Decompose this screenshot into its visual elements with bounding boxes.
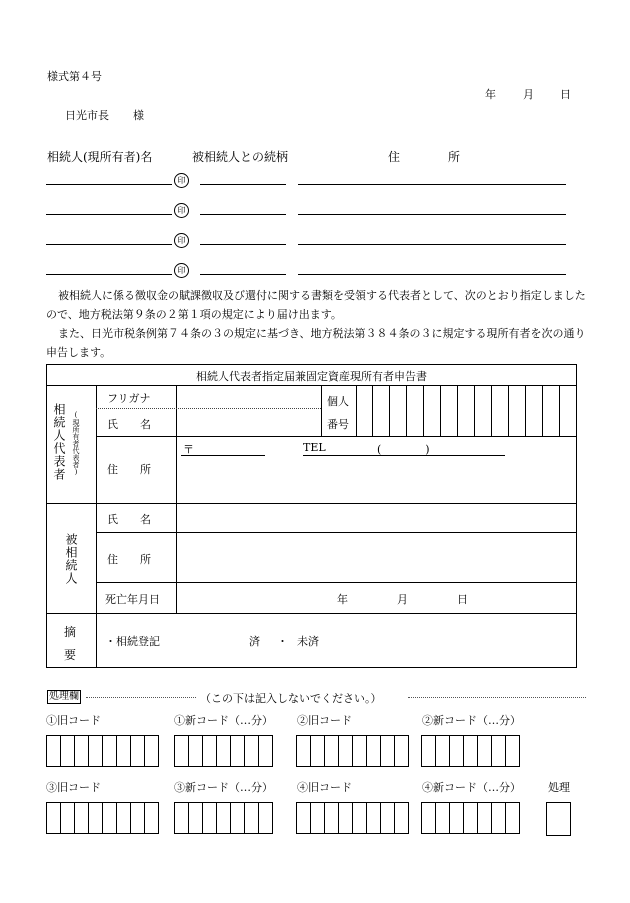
- declaration-table: [46, 364, 577, 668]
- rep-address-input[interactable]: [177, 437, 575, 503]
- representative-label: 相続人代表者: [52, 403, 66, 481]
- code-label: ①新コード（…分）: [174, 714, 273, 727]
- deceased-label: 被相続人: [64, 533, 78, 585]
- kojin-label: 個人: [327, 395, 349, 408]
- code-boxes[interactable]: [175, 735, 273, 767]
- date-year: 年: [485, 88, 496, 101]
- death-date-label: 死亡年月日: [105, 593, 160, 606]
- code-label: ②新コード（…分）: [422, 714, 521, 727]
- form-number: 様式第４号: [47, 70, 102, 83]
- addressee-suffix: 様: [133, 109, 144, 122]
- inheritance-registration: ・相続登記: [105, 635, 160, 648]
- heir-address-line[interactable]: [298, 274, 566, 275]
- code-boxes[interactable]: [47, 735, 159, 767]
- deceased-name-input[interactable]: [177, 504, 575, 532]
- seal-mark: 印: [174, 173, 189, 188]
- addressee-name: 日光市長: [65, 109, 109, 122]
- table-title: 相続人代表者指定届兼固定資産現所有者申告書: [196, 370, 427, 383]
- processing-dots-right: [408, 697, 586, 698]
- representative-sublabel: (現所有者代表者): [72, 411, 80, 476]
- deceased-address-label: 住 所: [107, 553, 151, 566]
- code-label: ④旧コード: [297, 781, 352, 794]
- bango-label: 番号: [327, 418, 349, 431]
- deceased-name-label: 氏 名: [107, 513, 151, 526]
- code-boxes[interactable]: [297, 802, 409, 834]
- processing-label: 処理欄: [49, 691, 79, 702]
- heir-relation-line[interactable]: [200, 214, 286, 215]
- death-year: 年: [337, 593, 348, 606]
- personal-number-input[interactable]: [357, 386, 575, 436]
- date-month: 月: [523, 88, 534, 101]
- code-boxes[interactable]: [47, 802, 159, 834]
- heir-relation-line[interactable]: [200, 274, 286, 275]
- date-day: 日: [560, 88, 571, 101]
- heir-address-line[interactable]: [298, 244, 566, 245]
- processing-box[interactable]: [546, 802, 571, 836]
- tel-label: TEL: [303, 441, 326, 454]
- code-boxes[interactable]: [422, 802, 520, 834]
- registration-not-done[interactable]: 未済: [297, 635, 319, 648]
- postal-mark: 〒: [183, 443, 194, 456]
- seal-mark: 印: [174, 263, 189, 278]
- seal-mark: 印: [174, 233, 189, 248]
- code-boxes[interactable]: [297, 735, 409, 767]
- declaration-text: [46, 286, 586, 362]
- rep-name-label: 氏 名: [107, 418, 151, 431]
- code-label: ④新コード（…分）: [422, 781, 521, 794]
- tel-paren: ( ): [377, 443, 430, 456]
- processing-col-label: 処理: [548, 781, 570, 794]
- rep-name-input[interactable]: [177, 409, 321, 436]
- heir-address-line[interactable]: [298, 184, 566, 185]
- death-month: 月: [397, 593, 408, 606]
- heir-name-line[interactable]: [46, 214, 172, 215]
- heirs-col-address: 住 所: [388, 150, 461, 164]
- heir-name-line[interactable]: [46, 244, 172, 245]
- seal-mark: 印: [174, 203, 189, 218]
- code-boxes[interactable]: [175, 802, 273, 834]
- heir-name-line[interactable]: [46, 184, 172, 185]
- code-label: ②旧コード: [297, 714, 352, 727]
- processing-note: （この下は記入しないでください。）: [200, 692, 382, 705]
- code-boxes[interactable]: [422, 735, 520, 767]
- paragraph-2: また、日光市税条例第７４条の３の規定に基づき、地方税法第３８４条の３に規定する現所有者を次の通り申告します。: [46, 327, 586, 359]
- heir-address-line[interactable]: [298, 214, 566, 215]
- furigana-input[interactable]: [177, 386, 321, 408]
- deceased-address-input[interactable]: [177, 533, 575, 582]
- heir-relation-line[interactable]: [200, 184, 286, 185]
- processing-dots-left: [86, 697, 196, 698]
- heir-name-line[interactable]: [46, 274, 172, 275]
- paragraph-1: 被相続人に係る徴収金の賦課徴収及び還付に関する書類を受領する代表者として、次のとおり指定しましたので、地方税法第９条の２第１項の規定により届け出ます。: [46, 289, 586, 321]
- summary-label-top: 摘: [64, 625, 77, 639]
- heir-relation-line[interactable]: [200, 244, 286, 245]
- registration-sep: ・: [277, 635, 288, 648]
- rep-address-label: 住 所: [107, 463, 151, 476]
- heirs-col-relation: 被相続人との続柄: [192, 150, 289, 164]
- heirs-col-name: 相続人(現所有者)名: [47, 150, 153, 164]
- furigana-label: フリガナ: [107, 392, 151, 405]
- code-label: ①旧コード: [46, 714, 101, 727]
- death-date-input[interactable]: [177, 583, 575, 613]
- death-day: 日: [457, 593, 468, 606]
- registration-done[interactable]: 済: [249, 635, 260, 648]
- summary-label-bottom: 要: [64, 648, 77, 662]
- code-label: ③新コード（…分）: [174, 781, 273, 794]
- code-label: ③旧コード: [46, 781, 101, 794]
